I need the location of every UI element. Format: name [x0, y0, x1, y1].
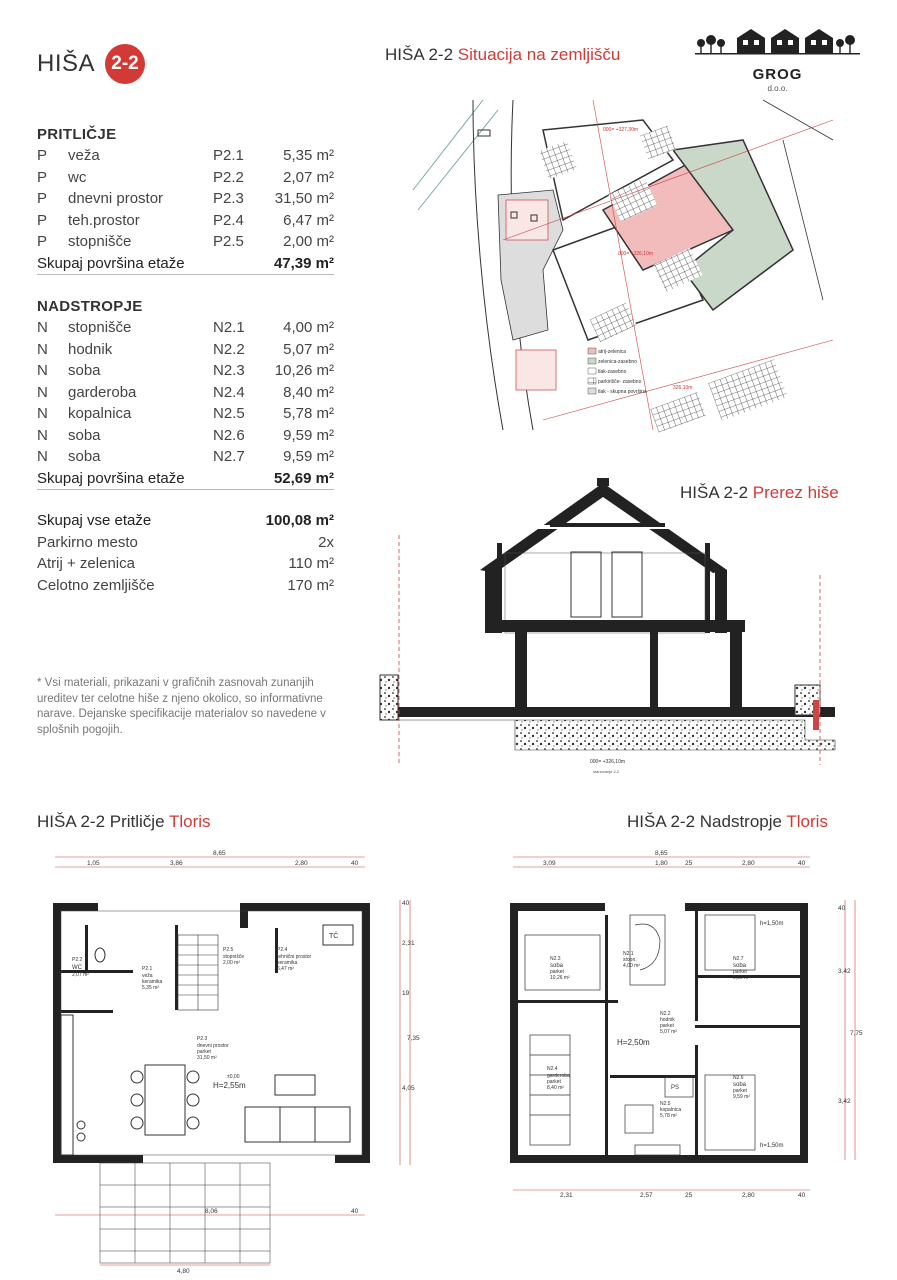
upper-floor-plan	[505, 845, 865, 1205]
svg-text:40: 40	[798, 1192, 806, 1199]
svg-text:soba: soba	[733, 1082, 747, 1088]
svg-text:tlak - skupna površina: tlak - skupna površina	[598, 389, 647, 395]
svg-text:3,42: 3,42	[838, 1098, 851, 1105]
svg-text:WC: WC	[72, 965, 82, 971]
table-row: N stopnišče N2.1 4,00 m²	[37, 319, 334, 336]
table-row: N soba N2.6 9,59 m²	[37, 426, 334, 444]
summary-row: Celotno zemljišče 170 m²	[37, 576, 334, 594]
svg-text:soba: soba	[550, 963, 564, 969]
svg-text:19: 19	[402, 990, 410, 997]
svg-text:h=1,50m: h=1,50m	[760, 1143, 784, 1149]
svg-text:N2.1: N2.1	[623, 951, 634, 957]
svg-text:soba: soba	[733, 963, 747, 969]
svg-text:atrij-zelenica: atrij-zelenica	[598, 349, 627, 355]
svg-text:8,40 m²: 8,40 m²	[547, 1085, 564, 1091]
svg-text:±0,00: ±0,00	[227, 1074, 240, 1080]
svg-text:hodnik: hodnik	[660, 1017, 675, 1023]
svg-text:4,05: 4,05	[402, 1085, 415, 1092]
logo-sub: d.o.o.	[767, 84, 788, 93]
svg-text:5,35 m²: 5,35 m²	[142, 985, 159, 991]
svg-text:40: 40	[838, 905, 846, 912]
upper-plan-title: HIŠA 2-2 Nadstropje Tloris	[627, 812, 828, 831]
house-number-badge: 2-2	[105, 44, 145, 84]
ps-label: PS	[671, 1085, 680, 1091]
summary-row: Skupaj vse etaže 100,08 m²	[37, 512, 334, 529]
section-elev: 000= +326,10m	[590, 759, 626, 765]
upper-floor-title: NADSTROPJE	[37, 298, 143, 315]
summary-table	[37, 510, 334, 596]
svg-text:parket: parket	[660, 1023, 674, 1029]
svg-text:N2.3: N2.3	[550, 956, 561, 962]
svg-text:2,07 m²: 2,07 m²	[72, 972, 89, 978]
svg-text:stopn.: stopn.	[623, 957, 637, 963]
upper-floor-table	[37, 298, 334, 490]
ground-floor-table	[37, 126, 334, 275]
svg-text:2,80: 2,80	[742, 1192, 755, 1199]
grog-logo	[695, 26, 860, 96]
table-row: P wc P2.2 2,07 m²	[37, 168, 334, 186]
svg-text:3,86: 3,86	[170, 860, 183, 867]
site-elev-1: 000= +327,30m	[603, 127, 639, 133]
svg-text:P2.3: P2.3	[197, 1036, 208, 1042]
ground-floor-total: Skupaj površina etaže 47,39 m²	[37, 253, 334, 275]
svg-text:7,75: 7,75	[850, 1030, 863, 1037]
table-row: N soba N2.7 9,59 m²	[37, 448, 334, 465]
site-plan-drawing	[413, 100, 833, 430]
svg-text:2,31: 2,31	[402, 940, 415, 947]
svg-text:8,65: 8,65	[655, 850, 668, 857]
site-plan-title: HIŠA 2-2 Situacija na zemljišču	[385, 45, 621, 64]
tc-label: TČ	[329, 933, 339, 940]
svg-text:tehnični prostor: tehnični prostor	[277, 954, 312, 960]
table-row: P teh.prostor P2.4 6,47 m²	[37, 211, 334, 229]
svg-text:N2.5: N2.5	[660, 1101, 671, 1107]
summary-row: Parkirno mesto 2x	[37, 533, 334, 551]
svg-text:8,65: 8,65	[213, 850, 226, 857]
upper-height: H=2,50m	[617, 1038, 650, 1047]
svg-text:N2.2: N2.2	[660, 1011, 671, 1017]
site-legend	[588, 348, 647, 395]
svg-text:tlak-zasebno: tlak-zasebno	[598, 369, 627, 375]
house-title	[37, 44, 145, 84]
house-label: HIŠA	[37, 50, 96, 77]
svg-text:4,00 m²: 4,00 m²	[623, 963, 640, 969]
table-row: P stopnišče P2.5 2,00 m²	[37, 233, 334, 250]
svg-text:7,35: 7,35	[407, 1035, 420, 1042]
site-elev-3: 326,10m	[673, 385, 693, 391]
svg-text:P2.5: P2.5	[223, 947, 234, 953]
svg-text:9,59 m²: 9,59 m²	[733, 975, 750, 981]
svg-text:40: 40	[351, 1208, 359, 1215]
svg-text:kopalnica: kopalnica	[660, 1107, 682, 1113]
svg-text:1,80: 1,80	[655, 860, 668, 867]
svg-text:40: 40	[402, 900, 410, 907]
svg-text:2,80: 2,80	[295, 860, 308, 867]
svg-text:2,80: 2,80	[742, 860, 755, 867]
svg-text:parket: parket	[547, 1079, 561, 1085]
disclaimer-note: * Vsi materiali, prikazani v grafičnih zasnovah zunanjih ureditev ter celotne hiše z njeno okolico, so informativne narave. Dejanske specifikacije materialov so navedene v splošnih pogojih.	[37, 677, 326, 736]
svg-text:P2.2: P2.2	[72, 957, 83, 963]
svg-text:P2.4: P2.4	[277, 947, 288, 953]
svg-text:8,06: 8,06	[205, 1208, 218, 1215]
svg-text:veža: veža	[142, 973, 153, 979]
table-row: P veža P2.1 5,35 m²	[37, 147, 334, 164]
svg-text:keramika: keramika	[142, 979, 163, 985]
section-title: HIŠA 2-2 Prerez hiše	[680, 483, 839, 502]
summary-row: Atrij + zelenica 110 m²	[37, 555, 334, 572]
svg-text:h=1,50m: h=1,50m	[760, 921, 784, 927]
svg-text:25: 25	[685, 1192, 693, 1199]
svg-text:40: 40	[798, 860, 806, 867]
svg-text:keramika: keramika	[277, 960, 298, 966]
table-row: N soba N2.3 10,26 m²	[37, 362, 334, 379]
table-row: N hodnik N2.2 5,07 m²	[37, 340, 334, 358]
svg-text:4,80: 4,80	[177, 1268, 190, 1275]
ground-floor-title: PRITLIČJE	[37, 126, 117, 143]
ground-plan-title: HIŠA 2-2 Pritličje Tloris	[37, 812, 211, 831]
houses-logo-icon	[695, 26, 860, 66]
svg-text:5,07 m²: 5,07 m²	[660, 1029, 677, 1035]
logo-name: GROG	[752, 66, 803, 83]
svg-text:garderoba: garderoba	[547, 1073, 570, 1079]
svg-text:N2.6: N2.6	[733, 1075, 744, 1081]
ground-height: H=2,55m	[213, 1081, 246, 1090]
svg-text:parket: parket	[733, 969, 747, 975]
svg-text:40: 40	[351, 860, 359, 867]
svg-text:3,09: 3,09	[543, 860, 556, 867]
svg-text:25: 25	[685, 860, 693, 867]
svg-text:9,59 m²: 9,59 m²	[733, 1094, 750, 1100]
section-drawing	[375, 475, 855, 780]
svg-text:5,78 m²: 5,78 m²	[660, 1113, 677, 1119]
upper-floor-total: Skupaj površina etaže 52,69 m²	[37, 468, 334, 490]
svg-text:zelenica-zasebno: zelenica-zasebno	[598, 359, 637, 365]
svg-text:N2.7: N2.7	[733, 956, 744, 962]
table-row: N kopalnica N2.5 5,78 m²	[37, 405, 334, 422]
svg-text:N2.4: N2.4	[547, 1066, 558, 1072]
svg-text:2,00 m²: 2,00 m²	[223, 960, 240, 966]
site-elev-2: 000= +326,10m	[618, 251, 654, 257]
svg-text:2,31: 2,31	[560, 1192, 573, 1199]
svg-text:2,57: 2,57	[640, 1192, 653, 1199]
svg-text:parkirišče- zasebno: parkirišče- zasebno	[598, 379, 642, 385]
svg-text:31,50 m²: 31,50 m²	[197, 1055, 217, 1061]
svg-text:parket: parket	[197, 1049, 211, 1055]
svg-text:10,26 m²: 10,26 m²	[550, 975, 570, 981]
ground-floor-plan	[45, 845, 420, 1275]
table-row: N garderoba N2.4 8,40 m²	[37, 383, 334, 401]
svg-text:dnevni prostor: dnevni prostor	[197, 1043, 229, 1049]
table-row: P dnevni prostor P2.3 31,50 m²	[37, 190, 334, 207]
svg-text:parket: parket	[550, 969, 564, 975]
svg-text:6,47 m²: 6,47 m²	[277, 966, 294, 972]
section-caption: stanovanje 2-2	[593, 769, 620, 774]
svg-text:parket: parket	[733, 1088, 747, 1094]
svg-text:P2.1: P2.1	[142, 966, 153, 972]
svg-text:3,42: 3,42	[838, 968, 851, 975]
svg-text:stopnišče: stopnišče	[223, 954, 245, 960]
svg-text:1,05: 1,05	[87, 860, 100, 867]
